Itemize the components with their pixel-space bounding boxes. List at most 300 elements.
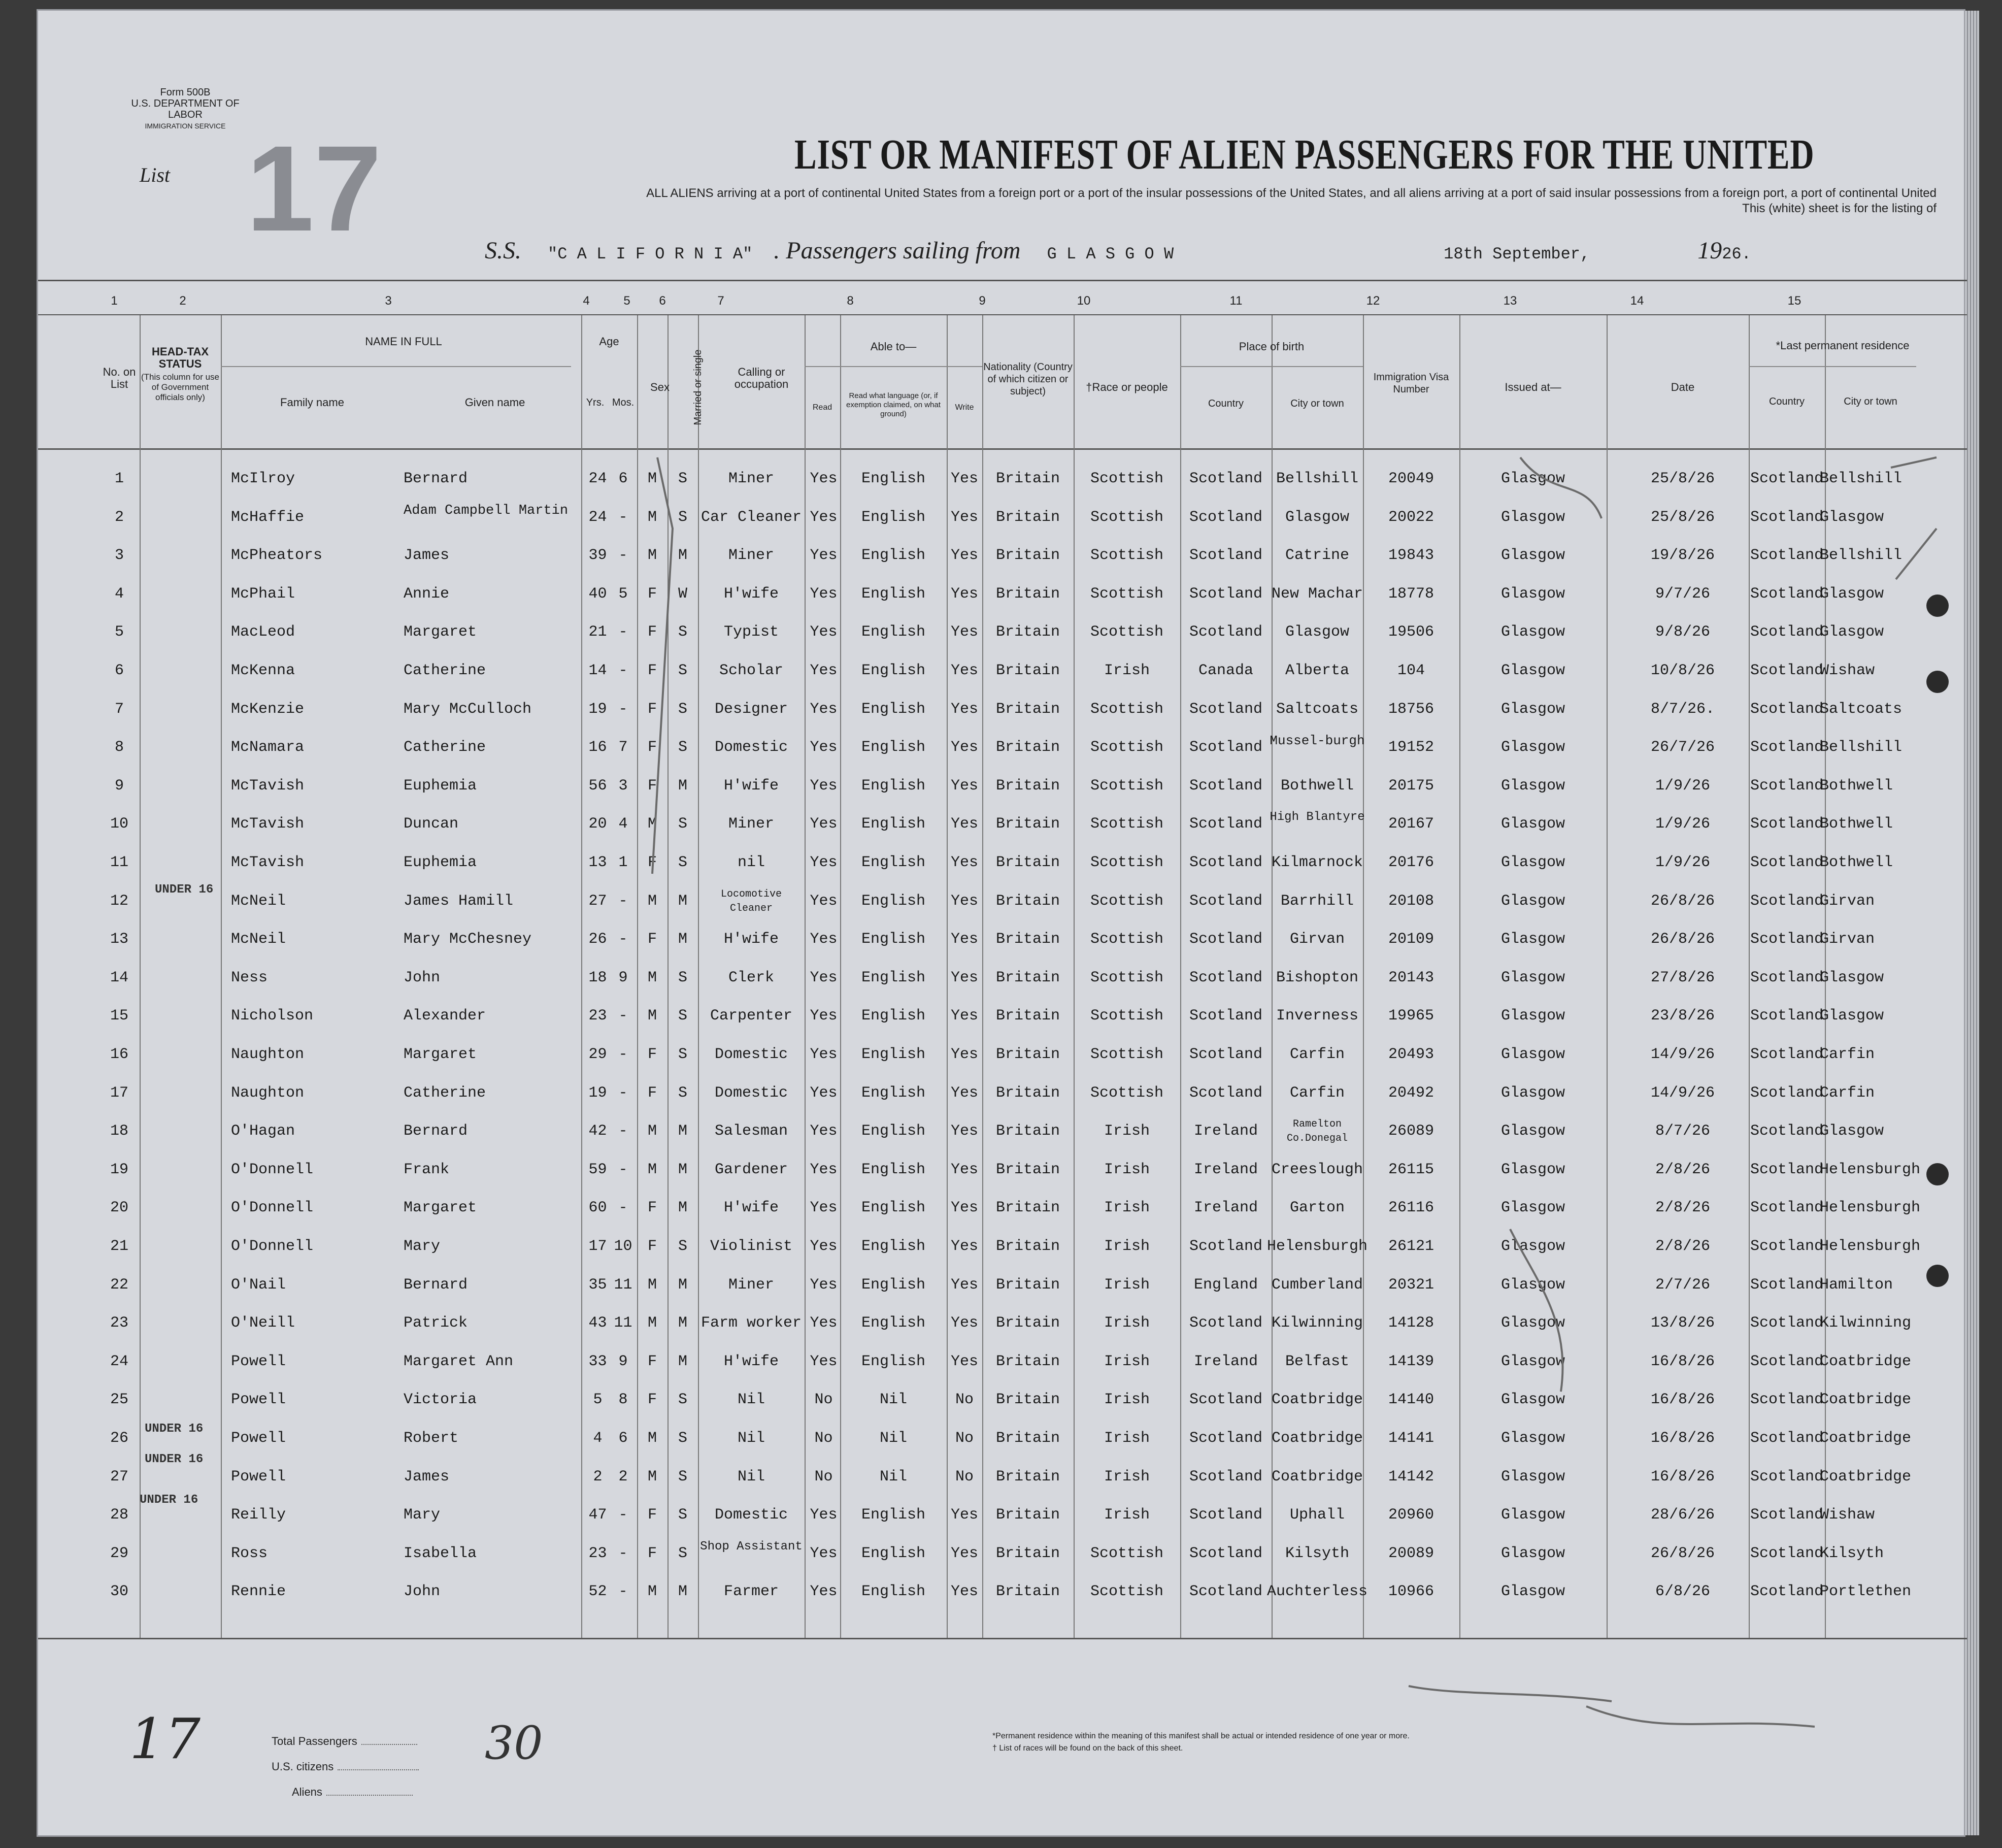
- cell-sex: M: [647, 969, 657, 986]
- cell-bcity: Barrhill: [1280, 892, 1354, 910]
- cell-given: Victoria: [404, 1391, 477, 1409]
- cell-occ: Farm worker: [700, 1314, 802, 1332]
- cell-bcountry: Scotland: [1189, 1506, 1263, 1524]
- cell-nat: Britain: [995, 1506, 1060, 1524]
- cell-visa: 14139: [1388, 1352, 1434, 1370]
- cell-rcity: Coatbridge: [1820, 1468, 1912, 1486]
- cell-occ: Domestic: [714, 739, 788, 756]
- cell-read: Yes: [810, 931, 838, 948]
- hdr-read-language: Read what language (or, if exemption claimed, on what ground): [846, 391, 941, 418]
- cell-lang: English: [861, 1161, 926, 1178]
- cell-mos: 8: [618, 1391, 628, 1409]
- cell-occ: Nil: [737, 1391, 765, 1409]
- cell-mos: 9: [618, 1352, 628, 1370]
- cell-nat: Britain: [995, 854, 1060, 871]
- cell-mos: -: [618, 892, 628, 910]
- cell-visa: 20321: [1388, 1276, 1434, 1294]
- cell-issued: Glasgow: [1500, 1046, 1565, 1063]
- cell-ms: S: [678, 1468, 687, 1486]
- cell-no: 12: [110, 892, 128, 910]
- cell-read: Yes: [810, 662, 838, 679]
- cell-yrs: 23: [588, 1007, 607, 1025]
- cell-rcity: Portlethen: [1820, 1583, 1912, 1601]
- cell-read: Yes: [810, 1046, 838, 1063]
- cell-ms: S: [678, 662, 687, 679]
- us-citizens-label: U.S. citizens: [272, 1760, 334, 1773]
- cell-occ: Shop Assistant: [700, 1539, 803, 1554]
- cell-mos: -: [618, 1506, 628, 1524]
- cell-issued: Glasgow: [1500, 1352, 1565, 1370]
- column-number: 8: [847, 294, 854, 308]
- cell-date: 16/8/26: [1650, 1391, 1715, 1409]
- cell-race: Irish: [1104, 1430, 1150, 1447]
- total-passengers-label: Total Passengers: [272, 1735, 357, 1747]
- cell-lang: Nil: [879, 1391, 907, 1409]
- cell-date: 27/8/26: [1650, 969, 1715, 986]
- cell-yrs: 52: [588, 1583, 607, 1601]
- cell-rcity: Carfin: [1820, 1046, 1875, 1063]
- cell-sex: F: [647, 1046, 657, 1063]
- cell-ms: S: [678, 1544, 687, 1562]
- cell-write: Yes: [950, 969, 978, 986]
- cell-no: 22: [110, 1276, 128, 1294]
- punch-hole: [1926, 595, 1949, 617]
- manifest-sheet: [37, 9, 1965, 1837]
- cell-lang: Nil: [879, 1430, 907, 1447]
- cell-nat: Britain: [995, 1352, 1060, 1370]
- cell-given: Bernard: [404, 1276, 468, 1294]
- hdr-nationality: Nationality (Country of which citizen or subject): [983, 361, 1073, 397]
- cell-mos: -: [618, 1007, 628, 1025]
- cell-sex: M: [647, 508, 657, 526]
- column-number: 7: [717, 294, 724, 308]
- departure-date: 18th September,: [1444, 245, 1590, 263]
- cell-bcountry: Scotland: [1189, 1007, 1263, 1025]
- cell-ms: S: [678, 815, 687, 833]
- cell-sex: M: [647, 470, 657, 487]
- cell-rcountry: Scotland: [1750, 470, 1824, 487]
- cell-bcountry: Scotland: [1189, 1468, 1263, 1486]
- cell-given: Adam Campbell Martin: [404, 503, 569, 518]
- hdr-res-city: City or town: [1844, 396, 1897, 407]
- cell-family: McHaffie: [231, 508, 305, 526]
- cell-ms: W: [678, 585, 687, 603]
- cell-date: 26/8/26: [1650, 931, 1715, 948]
- cell-race: Scottish: [1090, 1583, 1164, 1601]
- column-number: 15: [1787, 294, 1801, 308]
- cell-mos: -: [618, 547, 628, 565]
- cell-ms: M: [678, 777, 687, 795]
- footer-note-residence: *Permanent residence within the meaning of this manifest shall be actual or intended residence of one year or more.: [992, 1732, 1410, 1740]
- cell-given: Catherine: [404, 739, 486, 756]
- cell-sex: F: [647, 1199, 657, 1217]
- cell-bcountry: Scotland: [1189, 470, 1263, 487]
- cell-given: John: [404, 1583, 441, 1601]
- cell-given: Bernard: [404, 470, 468, 487]
- cell-bcity: Catrine: [1285, 547, 1350, 565]
- cell-visa: 19506: [1388, 623, 1434, 641]
- cell-rcity: Glasgow: [1820, 508, 1884, 526]
- cell-given: Euphemia: [404, 777, 477, 795]
- cell-rcountry: Scotland: [1750, 892, 1824, 910]
- hdr-last-residence: *Last permanent residence: [1776, 339, 1910, 352]
- cell-yrs: 16: [588, 739, 607, 756]
- cell-write: Yes: [950, 777, 978, 795]
- cell-rcountry: Scotland: [1750, 777, 1824, 795]
- cell-mos: -: [618, 931, 628, 948]
- cell-lang: English: [861, 1276, 926, 1294]
- cell-no: 13: [110, 931, 128, 948]
- aliens-label: Aliens: [292, 1786, 322, 1798]
- cell-rcity: Glasgow: [1820, 623, 1884, 641]
- cell-rcountry: Scotland: [1750, 662, 1824, 679]
- cell-mos: -: [618, 1544, 628, 1562]
- cell-visa: 20049: [1388, 470, 1434, 487]
- cell-nat: Britain: [995, 1391, 1060, 1409]
- column-number: 5: [623, 294, 630, 308]
- cell-write: Yes: [950, 739, 978, 756]
- cell-race: Irish: [1104, 1238, 1150, 1255]
- cell-occ: Car Cleaner: [700, 508, 802, 526]
- cell-write: Yes: [950, 700, 978, 718]
- cell-sex: F: [647, 1544, 657, 1562]
- cell-family: Reilly: [231, 1506, 286, 1524]
- cell-occ: Farmer: [723, 1583, 779, 1601]
- cell-no: 25: [110, 1391, 128, 1409]
- form-service: IMMIGRATION SERVICE: [145, 122, 226, 130]
- cell-no: 21: [110, 1238, 128, 1255]
- cell-occ: Gardener: [714, 1161, 788, 1178]
- cell-mos: 10: [614, 1238, 632, 1255]
- hdr-visa: Immigration Visa Number: [1373, 372, 1449, 395]
- cell-mos: 6: [618, 470, 628, 487]
- cell-lang: English: [861, 892, 926, 910]
- cell-ms: S: [678, 470, 687, 487]
- cell-occ: Designer: [714, 700, 788, 718]
- cell-issued: Glasgow: [1500, 508, 1565, 526]
- cell-sex: F: [647, 662, 657, 679]
- cell-write: Yes: [950, 1046, 978, 1063]
- cell-yrs: 20: [588, 815, 607, 833]
- cell-yrs: 14: [588, 662, 607, 679]
- cell-lang: English: [861, 1046, 926, 1063]
- year-suffix: 26.: [1722, 245, 1751, 263]
- column-number: 14: [1630, 294, 1644, 308]
- cell-bcountry: Scotland: [1189, 931, 1263, 948]
- cell-bcountry: Scotland: [1189, 585, 1263, 603]
- cell-ms: S: [678, 1430, 687, 1447]
- cell-rcountry: Scotland: [1750, 1583, 1824, 1601]
- cell-lang: English: [861, 854, 926, 871]
- cell-ms: S: [678, 1391, 687, 1409]
- cell-occ: Typist: [723, 623, 779, 641]
- cell-given: Mary McCulloch: [404, 700, 532, 718]
- cell-write: Yes: [950, 1506, 978, 1524]
- cell-family: Nicholson: [231, 1007, 314, 1025]
- cell-race: Irish: [1104, 1161, 1150, 1178]
- cell-lang: English: [861, 1506, 926, 1524]
- cell-visa: 20089: [1388, 1544, 1434, 1562]
- cell-yrs: 47: [588, 1506, 607, 1524]
- cell-issued: Glasgow: [1500, 1544, 1565, 1562]
- cell-lang: English: [861, 931, 926, 948]
- punch-hole: [1926, 1265, 1949, 1287]
- instructions-line-2: This (white) sheet is for the listing of: [1742, 202, 1937, 215]
- cell-visa: 26115: [1388, 1161, 1434, 1178]
- cell-given: Euphemia: [404, 854, 477, 871]
- cell-issued: Glasgow: [1500, 854, 1565, 871]
- cell-issued: Glasgow: [1500, 931, 1565, 948]
- cell-visa: 14140: [1388, 1391, 1434, 1409]
- footer-note-races: † List of races will be found on the back of this sheet.: [992, 1744, 1183, 1753]
- cell-date: 2/8/26: [1655, 1238, 1711, 1255]
- cell-read: Yes: [810, 1161, 838, 1178]
- cell-read: Yes: [810, 1314, 838, 1332]
- cell-date: 6/8/26: [1655, 1583, 1711, 1601]
- cell-bcity: Bothwell: [1280, 777, 1354, 795]
- cell-given: Frank: [404, 1161, 450, 1178]
- cell-read: Yes: [810, 547, 838, 565]
- cell-bcity: Carfin: [1289, 1046, 1345, 1063]
- cell-bcity: Auchterless: [1266, 1583, 1368, 1601]
- hdr-mos: Mos.: [612, 397, 635, 408]
- cell-given: Isabella: [404, 1544, 477, 1562]
- cell-sex: M: [647, 1007, 657, 1025]
- cell-yrs: 4: [593, 1430, 603, 1447]
- cell-bcountry: Scotland: [1189, 700, 1263, 718]
- cell-race: Irish: [1104, 1352, 1150, 1370]
- cell-issued: Glasgow: [1500, 547, 1565, 565]
- cell-read: Yes: [810, 1352, 838, 1370]
- cell-rcountry: Scotland: [1750, 508, 1824, 526]
- cell-visa: 19965: [1388, 1007, 1434, 1025]
- cell-yrs: 24: [588, 470, 607, 487]
- cell-rcountry: Scotland: [1750, 1544, 1824, 1562]
- sailing-label: . Passengers sailing from: [774, 237, 1021, 264]
- cell-ms: S: [678, 854, 687, 871]
- cell-rcountry: Scotland: [1750, 1199, 1824, 1217]
- cell-yrs: 35: [588, 1276, 607, 1294]
- cell-rcity: Glasgow: [1820, 1007, 1884, 1025]
- cell-rcity: Helensburgh: [1820, 1161, 1921, 1178]
- cell-family: McIlroy: [231, 470, 295, 487]
- page-title: LIST OR MANIFEST OF ALIEN PASSENGERS FOR THE UNITED: [794, 131, 1815, 178]
- cell-nat: Britain: [995, 1123, 1060, 1140]
- cell-nat: Britain: [995, 1544, 1060, 1562]
- cell-race: Scottish: [1090, 777, 1164, 795]
- cell-sex: F: [647, 585, 657, 603]
- cell-yrs: 26: [588, 931, 607, 948]
- cell-issued: Glasgow: [1500, 777, 1565, 795]
- cell-yrs: 21: [588, 623, 607, 641]
- cell-read: No: [814, 1391, 833, 1409]
- cell-lang: English: [861, 739, 926, 756]
- cell-rcity: Carfin: [1820, 1084, 1875, 1102]
- cell-bcountry: Ireland: [1193, 1352, 1258, 1370]
- cell-write: Yes: [950, 623, 978, 641]
- cell-family: O'Hagan: [231, 1123, 295, 1140]
- cell-no: 9: [114, 777, 124, 795]
- cell-issued: Glasgow: [1500, 1199, 1565, 1217]
- cell-mos: 1: [618, 854, 628, 871]
- cell-nat: Britain: [995, 1583, 1060, 1601]
- cell-sex: F: [647, 777, 657, 795]
- cell-no: 24: [110, 1352, 128, 1370]
- cell-bcity: Uphall: [1289, 1506, 1345, 1524]
- cell-issued: Glasgow: [1500, 1161, 1565, 1178]
- cell-family: Naughton: [231, 1084, 305, 1102]
- cell-bcountry: Scotland: [1189, 1046, 1263, 1063]
- cell-date: 26/7/26: [1650, 739, 1715, 756]
- cell-read: Yes: [810, 1199, 838, 1217]
- hdr-head-tax-note: (This column for use of Government officials only): [141, 372, 219, 402]
- total-passengers-value: 30: [485, 1717, 543, 1770]
- cell-ms: S: [678, 1506, 687, 1524]
- cell-date: 2/7/26: [1655, 1276, 1711, 1294]
- cell-sex: F: [647, 700, 657, 718]
- cell-lang: English: [861, 1314, 926, 1332]
- cell-nat: Britain: [995, 1468, 1060, 1486]
- cell-visa: 14141: [1388, 1430, 1434, 1447]
- hdr-birth-country: Country: [1208, 398, 1244, 409]
- cell-yrs: 19: [588, 1084, 607, 1102]
- cell-issued: Glasgow: [1500, 1430, 1565, 1447]
- footer-page-mark: 17: [129, 1706, 201, 1771]
- cell-mos: -: [618, 1161, 628, 1178]
- cell-date: 25/8/26: [1650, 470, 1715, 487]
- cell-occ: Miner: [728, 470, 774, 487]
- cell-race: Irish: [1104, 1123, 1150, 1140]
- cell-date: 19/8/26: [1650, 547, 1715, 565]
- cell-no: 19: [110, 1161, 128, 1178]
- cell-visa: 104: [1397, 662, 1425, 679]
- hdr-place-of-birth: Place of birth: [1239, 340, 1305, 353]
- cell-sex: F: [647, 854, 657, 871]
- cell-rcountry: Scotland: [1750, 1161, 1824, 1178]
- cell-bcountry: Scotland: [1189, 1583, 1263, 1601]
- cell-bcountry: Canada: [1198, 662, 1254, 679]
- cell-occ: H'wife: [723, 1199, 779, 1217]
- cell-no: 4: [114, 585, 124, 603]
- cell-no: 7: [114, 700, 124, 718]
- cell-bcity: Carfin: [1289, 1084, 1345, 1102]
- cell-mos: -: [618, 1084, 628, 1102]
- cell-read: Yes: [810, 1238, 838, 1255]
- cell-lang: English: [861, 1199, 926, 1217]
- cell-issued: Glasgow: [1500, 585, 1565, 603]
- cell-no: 6: [114, 662, 124, 679]
- cell-rcity: Hamilton: [1820, 1276, 1893, 1294]
- cell-ms: S: [678, 969, 687, 986]
- cell-bcity: Coatbridge: [1271, 1391, 1363, 1409]
- cell-issued: Glasgow: [1500, 969, 1565, 986]
- cell-ms: S: [678, 700, 687, 718]
- cell-race: Scottish: [1090, 585, 1164, 603]
- cell-given: James: [404, 547, 450, 565]
- hdr-family-name: Family name: [280, 396, 344, 409]
- hdr-able-to: Able to—: [870, 340, 917, 353]
- cell-issued: Glasgow: [1500, 1123, 1565, 1140]
- hdr-write: Write: [955, 403, 974, 412]
- cell-read: Yes: [810, 777, 838, 795]
- cell-rcity: Wishaw: [1820, 1506, 1875, 1524]
- cell-family: Powell: [231, 1391, 286, 1409]
- cell-race: Irish: [1104, 1468, 1150, 1486]
- cell-issued: Glasgow: [1500, 700, 1565, 718]
- cell-race: Scottish: [1090, 508, 1164, 526]
- cell-occ: Domestic: [714, 1046, 788, 1063]
- cell-visa: 20960: [1388, 1506, 1434, 1524]
- cell-visa: 26089: [1388, 1123, 1434, 1140]
- hdr-race: †Race or people: [1086, 381, 1168, 393]
- cell-nat: Britain: [995, 815, 1060, 833]
- cell-given: Margaret: [404, 1046, 477, 1063]
- cell-lang: English: [861, 1123, 926, 1140]
- cell-nat: Britain: [995, 1046, 1060, 1063]
- cell-rcity: Glasgow: [1820, 1123, 1884, 1140]
- cell-given: James: [404, 1468, 450, 1486]
- cell-date: 14/9/26: [1650, 1084, 1715, 1102]
- cell-given: Annie: [404, 585, 450, 603]
- cell-sex: M: [647, 815, 657, 833]
- cell-nat: Britain: [995, 777, 1060, 795]
- cell-bcity: Mussel-burgh: [1270, 733, 1365, 749]
- cell-rcountry: Scotland: [1750, 815, 1824, 833]
- cell-sex: M: [647, 1123, 657, 1140]
- cell-yrs: 27: [588, 892, 607, 910]
- cell-family: O'Donnell: [231, 1238, 314, 1255]
- cell-write: Yes: [950, 508, 978, 526]
- cell-date: 23/8/26: [1650, 1007, 1715, 1025]
- cell-bcountry: Scotland: [1189, 1430, 1263, 1447]
- cell-yrs: 39: [588, 547, 607, 565]
- cell-lang: English: [861, 470, 926, 487]
- cell-mos: 6: [618, 1430, 628, 1447]
- cell-bcity: Bishopton: [1276, 969, 1359, 986]
- cell-race: Scottish: [1090, 1084, 1164, 1102]
- cell-given: Margaret: [404, 1199, 477, 1217]
- cell-bcity: Coatbridge: [1271, 1468, 1363, 1486]
- cell-race: Irish: [1104, 1506, 1150, 1524]
- departure-port: G L A S G O W: [1047, 245, 1174, 263]
- cell-mos: -: [618, 1583, 628, 1601]
- cell-rcity: Bellshill: [1820, 739, 1903, 756]
- cell-lang: English: [861, 1007, 926, 1025]
- under16-stamp-row27: UNDER 16: [140, 1493, 198, 1507]
- cell-race: Scottish: [1090, 700, 1164, 718]
- cell-lang: English: [861, 1544, 926, 1562]
- cell-given: Patrick: [404, 1314, 468, 1332]
- cell-read: Yes: [810, 508, 838, 526]
- cell-ms: M: [678, 1123, 687, 1140]
- cell-rcountry: Scotland: [1750, 1391, 1824, 1409]
- cell-nat: Britain: [995, 700, 1060, 718]
- cell-yrs: 56: [588, 777, 607, 795]
- punch-hole: [1926, 1163, 1949, 1185]
- cell-visa: 20022: [1388, 508, 1434, 526]
- cell-write: Yes: [950, 854, 978, 871]
- cell-mos: 2: [618, 1468, 628, 1486]
- cell-family: O'Nail: [231, 1276, 286, 1294]
- cell-write: Yes: [950, 1238, 978, 1255]
- cell-ms: S: [678, 623, 687, 641]
- cell-date: 28/6/26: [1650, 1506, 1715, 1524]
- cell-rcountry: Scotland: [1750, 931, 1824, 948]
- cell-lang: English: [861, 700, 926, 718]
- cell-rcountry: Scotland: [1750, 1046, 1824, 1063]
- cell-mos: -: [618, 1199, 628, 1217]
- cell-race: Scottish: [1090, 1544, 1164, 1562]
